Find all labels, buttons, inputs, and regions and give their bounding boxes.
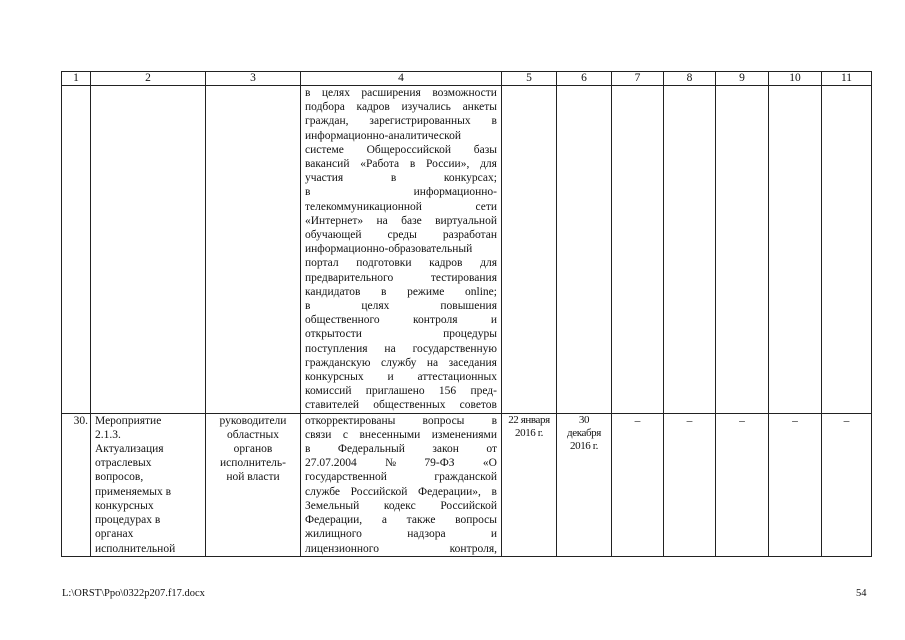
col-header-8: 8: [664, 72, 716, 86]
cell-event-name: [91, 413, 206, 556]
text-line: гражданскую службу на заседания: [305, 356, 497, 369]
text-line: 2.1.3.: [95, 428, 121, 441]
cell-col-8: –: [664, 413, 716, 556]
col-header-6: 6: [557, 72, 612, 86]
text-line: процедурах в: [95, 514, 161, 527]
text-line: ной власти: [226, 471, 280, 484]
text-line: декабря: [567, 426, 601, 439]
cell-col-11: –: [822, 413, 872, 556]
cell-row-number: 30.: [62, 413, 91, 556]
text-line: комиссий приглашено 156 пред-: [305, 385, 497, 398]
text-line: кандидатов в режиме online;: [305, 285, 497, 298]
text-line: 27.07.2004 № 79-ФЗ «О: [305, 457, 497, 470]
text-line: информационно-аналитической: [305, 129, 462, 142]
col-header-5: 5: [502, 72, 557, 86]
text-line: граждан, зарегистрированных в: [305, 115, 497, 128]
col-header-10: 10: [769, 72, 822, 86]
text-line: системе Общероссийской базы: [305, 143, 497, 156]
text-line: лицензионного контроля,: [305, 542, 497, 555]
col-header-11: 11: [822, 72, 872, 86]
cell-col-9: –: [716, 413, 769, 556]
cell-end-date: [557, 413, 612, 556]
text-line: информационно-образовательный: [305, 243, 473, 256]
text-line: портал подготовки кадров для: [305, 257, 497, 270]
cell-responsible: [206, 413, 301, 556]
text-line: исполнительной: [95, 542, 176, 555]
text-line: Мероприятие: [95, 414, 162, 427]
text-line: открытости процедуры: [305, 328, 497, 341]
text-line: телекоммуникационной сети: [305, 200, 497, 213]
text-line: органах: [95, 528, 134, 541]
col-header-7: 7: [612, 72, 664, 86]
text-line: отраслевых: [95, 457, 152, 470]
cell-col-10: –: [769, 413, 822, 556]
col-header-3: 3: [206, 72, 301, 86]
text-line: органов: [233, 443, 273, 456]
cell-description-continuation: [301, 86, 502, 414]
col-header-2: 2: [91, 72, 206, 86]
text-line: в целях повышения: [305, 300, 497, 313]
text-line: связи с внесенными изменениями: [305, 428, 497, 441]
text-line: областных: [227, 428, 279, 441]
text-line: применяемых в: [95, 485, 172, 498]
cell-start-date: [502, 413, 557, 556]
header-row: [62, 72, 872, 86]
text-line: в информационно-: [305, 186, 497, 199]
text-line: государственной гражданской: [305, 471, 497, 484]
text-line: поступления на государственную: [305, 342, 497, 355]
text-line: 2016 г.: [570, 439, 598, 452]
text-line: жилищного надзора и: [305, 528, 497, 541]
cell-description: [301, 413, 502, 556]
text-line: руководители: [219, 414, 287, 427]
text-line: «Интернет» на базе виртуальной: [305, 214, 497, 227]
text-line: вопросов,: [95, 471, 144, 484]
text-line: Земельный кодекс Российской: [305, 499, 497, 512]
text-line: откорректированы вопросы в: [305, 414, 497, 427]
table-row-30: [62, 413, 872, 556]
col-header-1: 1: [62, 72, 91, 86]
col-header-4: 4: [301, 72, 502, 86]
text-line: Федерации, а также вопросы: [305, 514, 497, 527]
text-line: Актуализация: [95, 443, 164, 456]
text-line: исполнитель-: [219, 457, 286, 470]
text-line: общественного контроля и: [305, 314, 497, 327]
text-line: конкурсных: [95, 499, 154, 512]
text-line: участия в конкурсах;: [305, 172, 497, 185]
text-line: в целях расширения возможности: [305, 87, 497, 99]
text-line: ставителей общественных советов: [305, 399, 497, 412]
report-table: [61, 71, 872, 557]
text-line: предварительного тестирования: [305, 271, 497, 284]
text-line: 30: [578, 413, 590, 426]
col-header-9: 9: [716, 72, 769, 86]
cell-col-7: –: [612, 413, 664, 556]
table-row-continuation: [62, 86, 872, 414]
text-line: подбора кадров изучались анкеты: [305, 101, 497, 114]
text-line: обучающей среды разработан: [305, 229, 497, 242]
footer-file-path: L:\ORST\Ppo\0322p207.f17.docx: [62, 588, 205, 599]
text-line: 2016 г.: [515, 426, 543, 439]
text-line: в Федеральный закон от: [305, 443, 497, 456]
text-line: 22 января: [508, 413, 550, 426]
text-line: вакансий «Работа в России», для: [305, 158, 497, 171]
text-line: службе Российской Федерации», в: [305, 485, 497, 498]
text-line: конкурсных и аттестационных: [305, 371, 497, 384]
footer-page-number: 54: [856, 588, 867, 599]
